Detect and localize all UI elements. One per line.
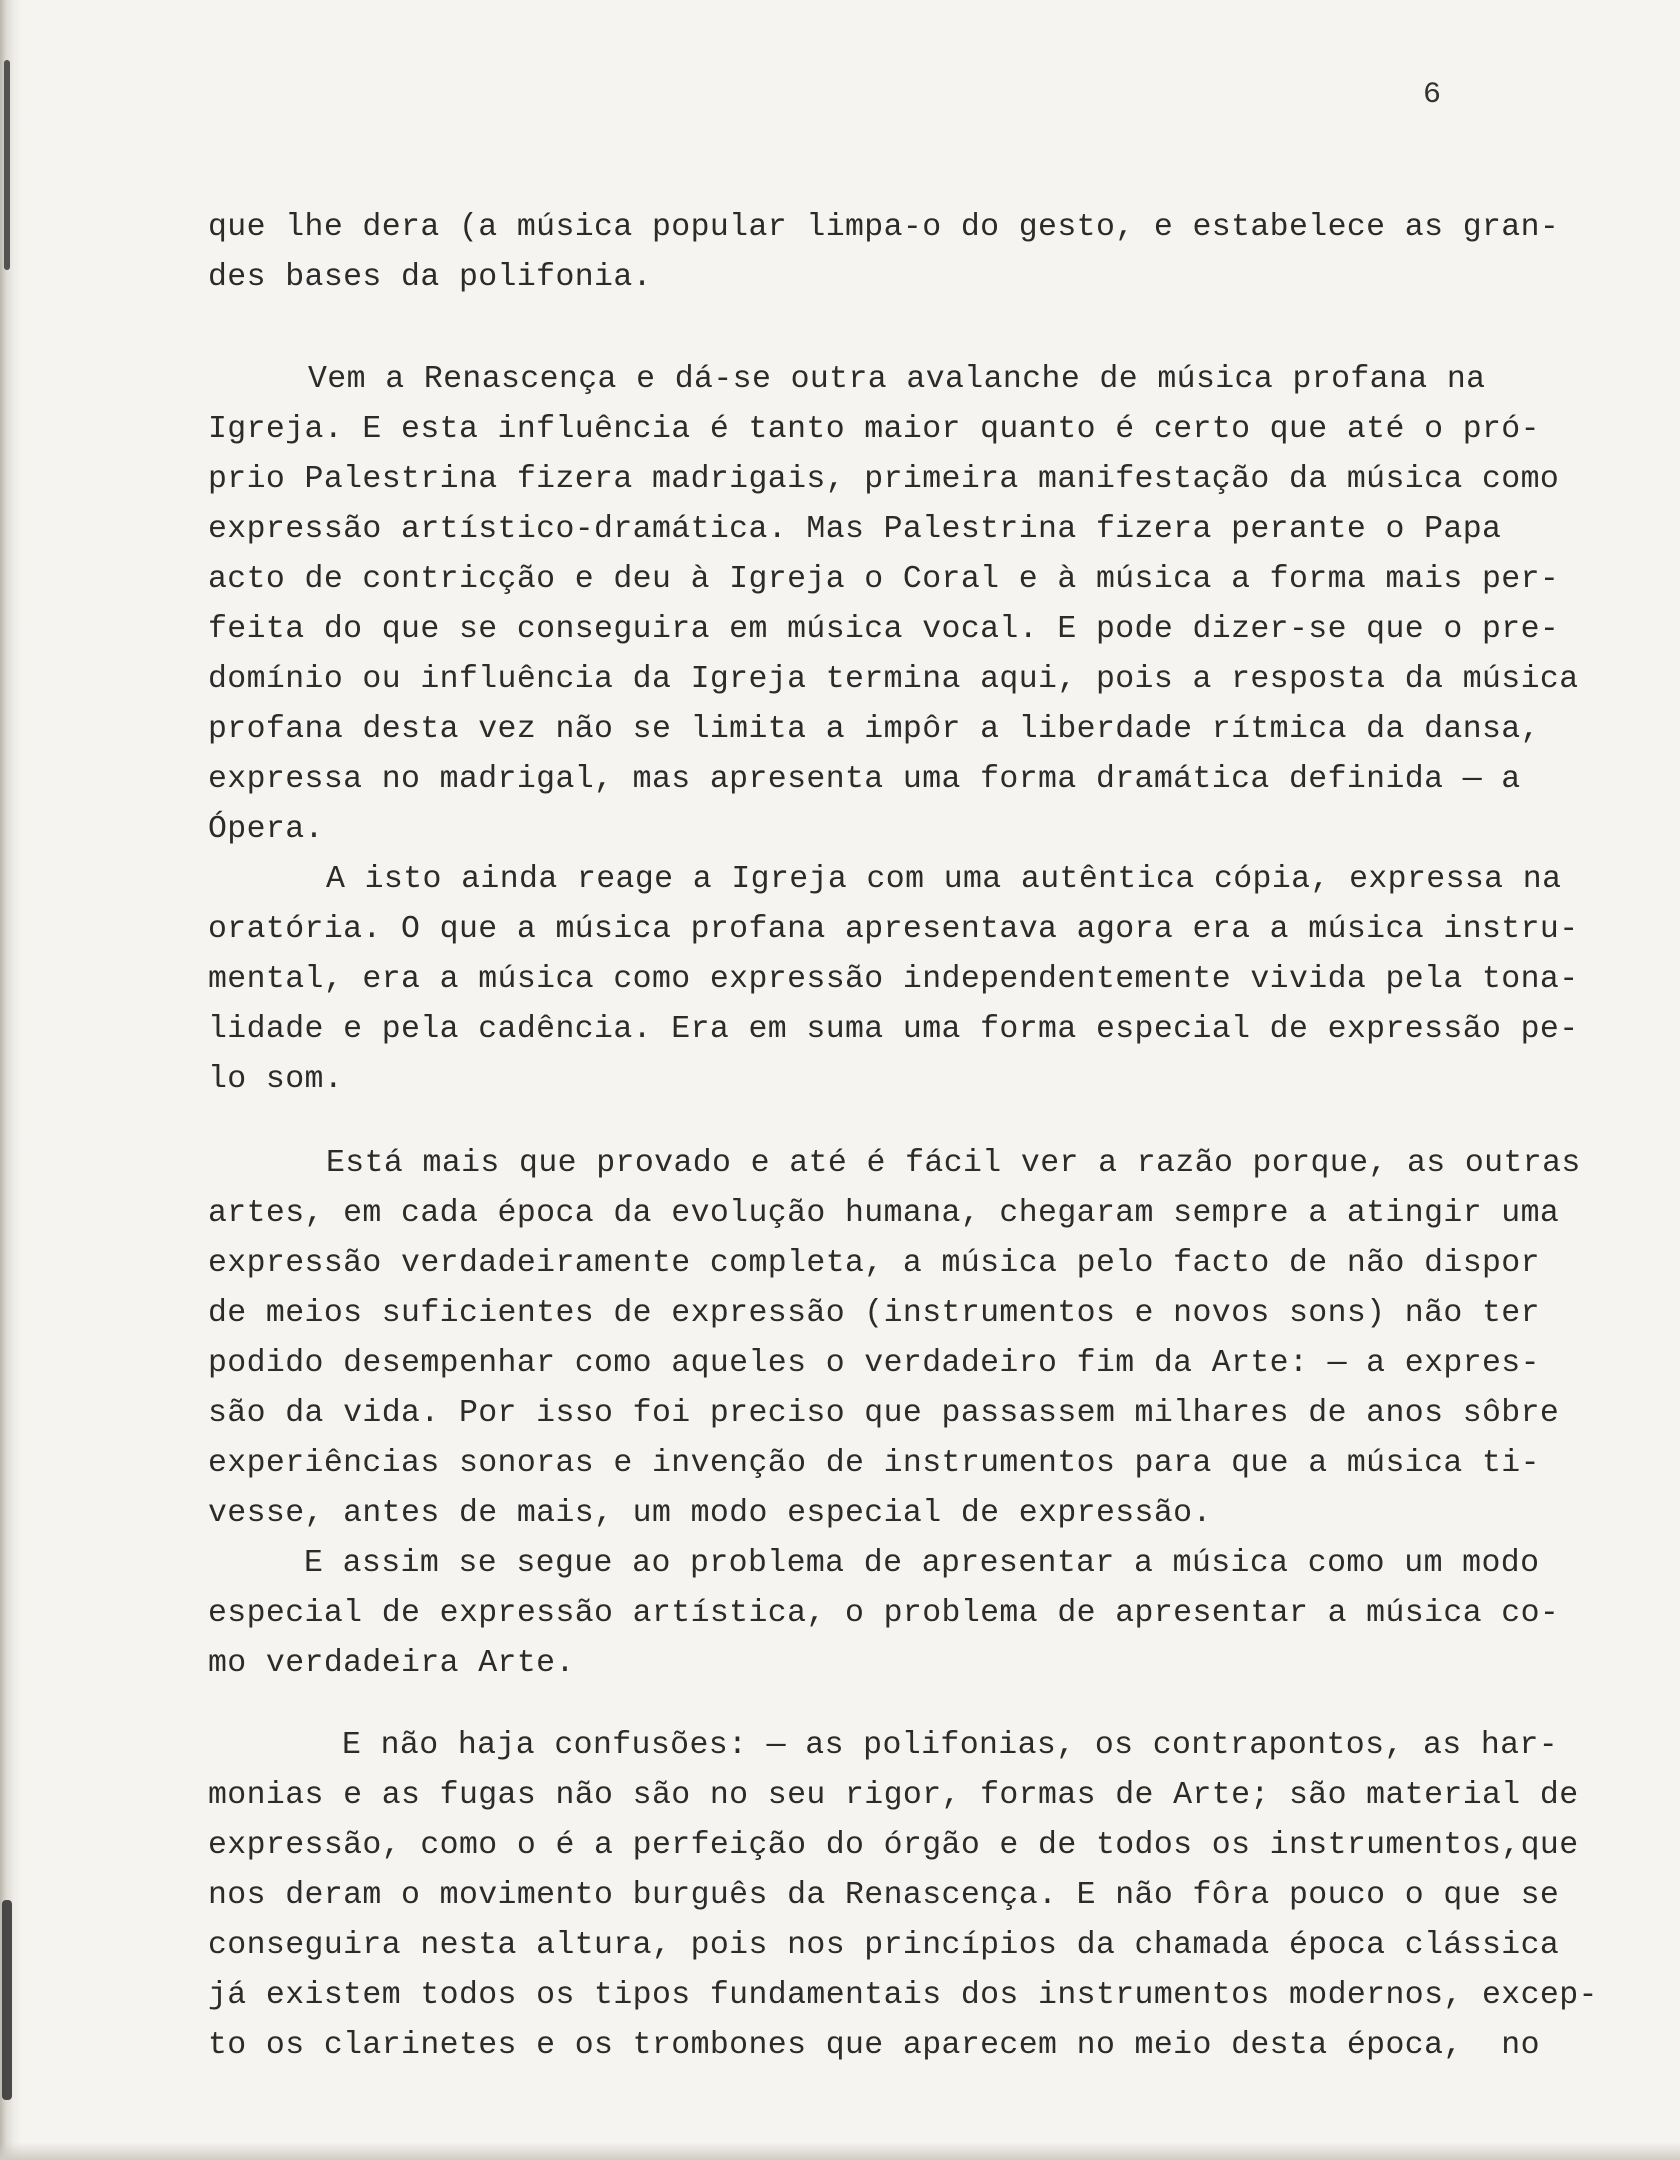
text-line: lidade e pela cadência. Era em suma uma forma especial de expressão pe- [208,1012,1579,1047]
text-line: mental, era a música como expressão independentemente vivida pela tona- [208,962,1579,997]
text-line: des bases da polifonia. [208,260,652,295]
text-line: expressão, como o é a perfeição do órgão e de todos os instrumentos,que [208,1828,1579,1863]
text-line: prio Palestrina fizera madrigais, primeira manifestação da música como [208,462,1560,497]
text-line: E não haja confusões: — as polifonias, os contrapontos, as har- [342,1728,1559,1763]
binding-mark-bottom [2,1900,12,2100]
text-line: expressão artístico-dramática. Mas Palestrina fizera perante o Papa [208,512,1502,547]
text-line: artes, em cada época da evolução humana, chegaram sempre a atingir uma [208,1196,1560,1231]
text-line: são da vida. Por isso foi preciso que passassem milhares de anos sôbre [208,1396,1560,1431]
binding-mark-top [4,60,10,270]
text-line: podido desempenhar como aqueles o verdadeiro fim da Arte: — a expres- [208,1346,1540,1381]
text-line: Está mais que provado e até é fácil ver a razão porque, as outras [326,1146,1581,1181]
text-line: profana desta vez não se limita a impôr a liberdade rítmica da dansa, [208,712,1540,747]
text-line: Igreja. E esta influência é tanto maior quanto é certo que até o pró- [208,412,1540,447]
text-line: mo verdadeira Arte. [208,1646,575,1681]
text-line: especial de expressão artística, o problema de apresentar a música co- [208,1596,1560,1631]
text-line: acto de contricção e deu à Igreja o Coral e à música a forma mais per- [208,562,1560,597]
text-line: oratória. O que a música profana apresentava agora era a música instru- [208,912,1579,947]
text-line: A isto ainda reage a Igreja com uma autêntica cópia, expressa na [326,862,1562,897]
text-line: expressa no madrigal, mas apresenta uma forma dramática definida — a [208,762,1521,797]
text-line: expressão verdadeiramente completa, a música pelo facto de não dispor [208,1246,1540,1281]
bottom-edge-shadow [0,2142,1680,2160]
binding-edge-shadow [0,0,22,2160]
text-line: conseguira nesta altura, pois nos princípios da chamada época clássica [208,1928,1560,1963]
text-line: de meios suficientes de expressão (instrumentos e novos sons) não ter [208,1296,1540,1331]
text-line: que lhe dera (a música popular limpa-o do gesto, e estabelece as gran- [208,210,1560,245]
text-line: experiências sonoras e invenção de instrumentos para que a música ti- [208,1446,1540,1481]
text-line: lo som. [208,1062,344,1097]
text-line: domínio ou influência da Igreja termina aqui, pois a resposta da música [208,662,1579,697]
text-line: nos deram o movimento burguês da Renascença. E não fôra pouco o que se [208,1878,1560,1913]
text-line: E assim se segue ao problema de apresentar a música como um modo [304,1546,1540,1581]
text-line: Vem a Renascença e dá-se outra avalanche de música profana na [308,362,1486,397]
text-line: Ópera. [208,812,324,847]
text-line: to os clarinetes e os trombones que aparecem no meio desta época, no [208,2028,1540,2063]
text-line: vesse, antes de mais, um modo especial de expressão. [208,1496,1212,1531]
text-line: monias e as fugas não são no seu rigor, formas de Arte; são material de [208,1778,1579,1813]
text-line: já existem todos os tipos fundamentais dos instrumentos modernos, excep- [208,1978,1598,2013]
text-line: feita do que se conseguira em música vocal. E pode dizer-se que o pre- [208,612,1560,647]
page-number: 6 [1423,78,1442,112]
